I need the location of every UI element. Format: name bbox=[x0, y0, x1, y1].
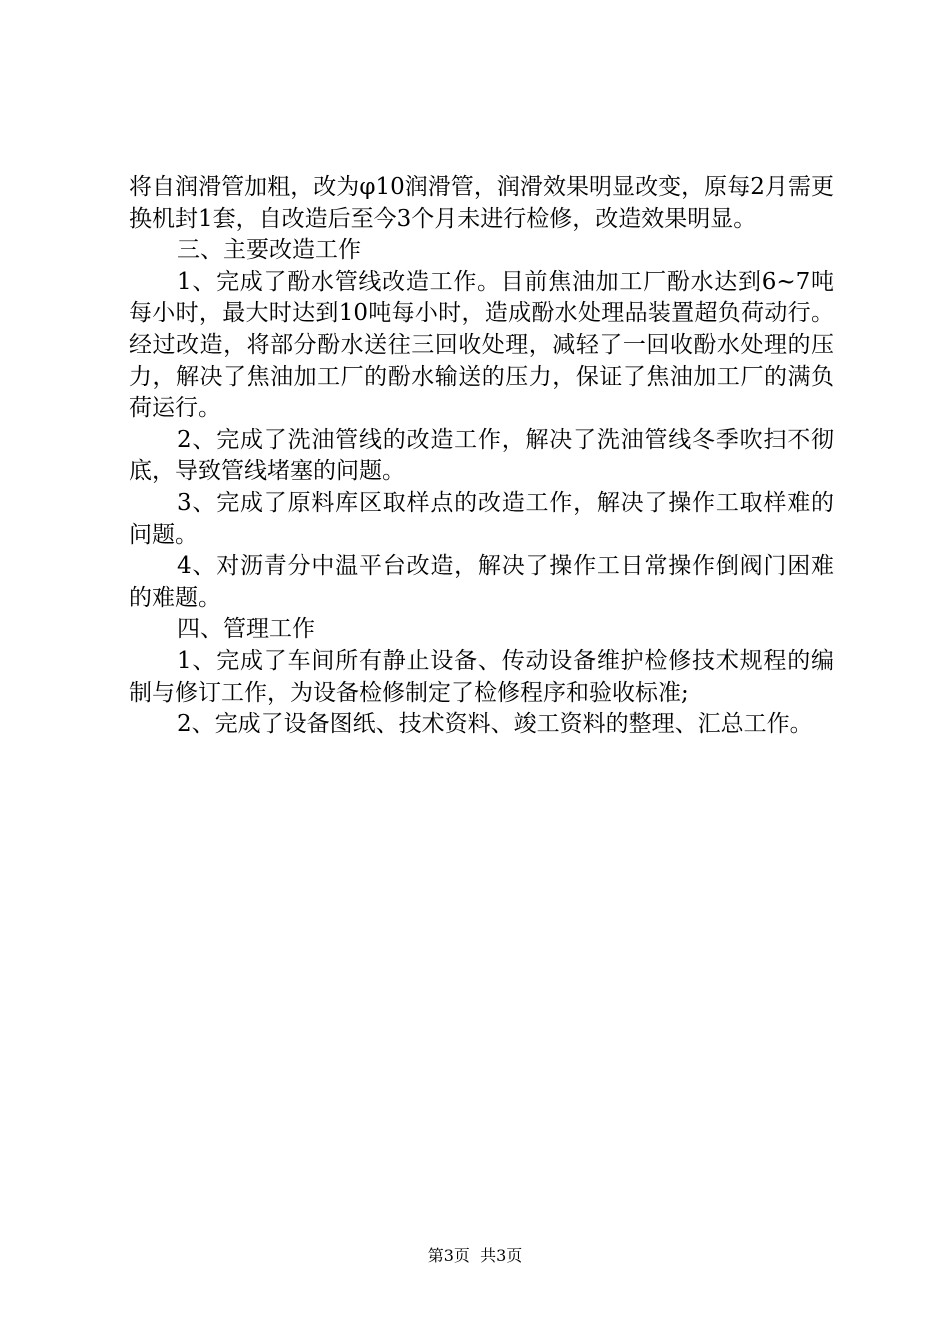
paragraph-continuation: 将自润滑管加粗，改为φ10润滑管，润滑效果明显改变，原每2月需更换机封1套，自改造后至今3个月未进行检修，改造效果明显。 bbox=[129, 174, 834, 232]
paragraph-item-3-3: 3、完成了原料库区取样点的改造工作，解决了操作工取样难的问题。 bbox=[129, 489, 834, 548]
paragraph-item-3-2: 2、完成了洗油管线的改造工作，解决了洗油管线冬季吹扫不彻底，导致管线堵塞的问题。 bbox=[129, 426, 834, 485]
paragraph-item-4-2: 2、完成了设备图纸、技术资料、竣工资料的整理、汇总工作。 bbox=[177, 711, 813, 738]
paragraph-item-3-1: 1、完成了酚水管线改造工作。目前焦油加工厂酚水达到6~7吨每小时，最大时达到10吨每小时，造成酚水处理品装置超负荷动行。经过改造，将部分酚水送往三回收处理，减轻了一回收酚水处理的压力，解决了焦油加工厂的酚水输送的压力，保证了焦油加工厂的满负荷运行。 bbox=[129, 268, 834, 422]
paragraph-item-3-4: 4、对沥青分中温平台改造，解决了操作工日常操作倒阀门困难的难题。 bbox=[129, 553, 834, 611]
section-heading-3: 三、主要改造工作 bbox=[177, 237, 361, 264]
paragraph-item-4-1: 1、完成了车间所有静止设备、传动设备维护检修技术规程的编制与修订工作，为设备检修制定了检修程序和验收标准; bbox=[129, 647, 834, 706]
page-number-footer: 第3页 共3页 bbox=[427, 1246, 523, 1265]
document-body bbox=[129, 172, 834, 741]
section-heading-4: 四、管理工作 bbox=[177, 616, 315, 643]
